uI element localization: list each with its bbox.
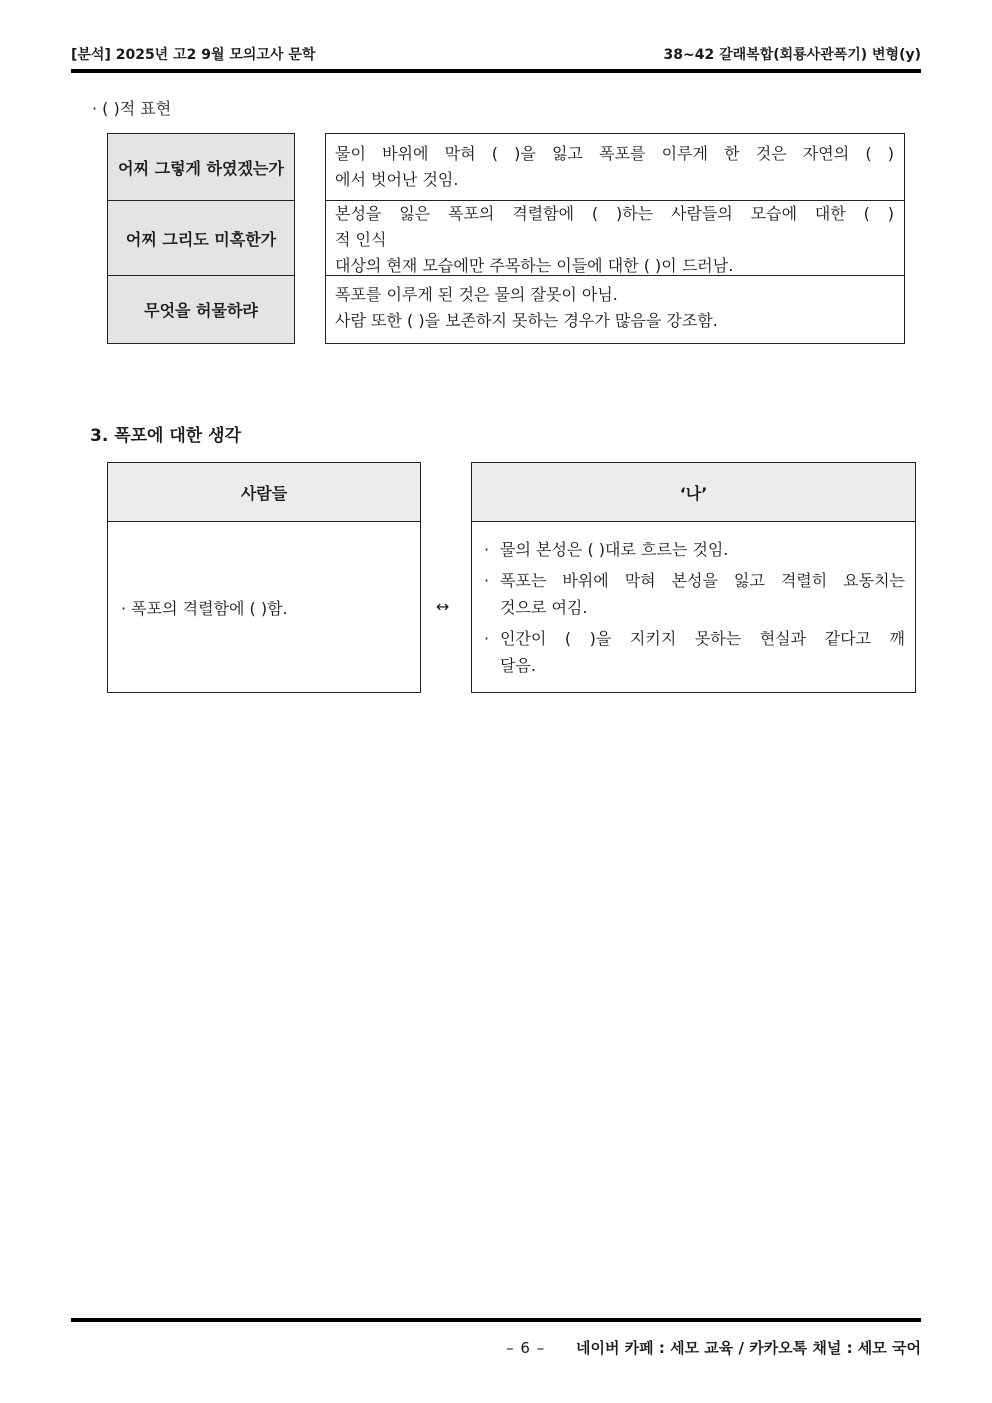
- section-bullet-heading: · ( )적 표현: [92, 99, 172, 118]
- row-1-line-1: 물이 바위에 막혀 ( )을 잃고 폭포를 이루게 한 것은 자연의 ( ): [335, 144, 894, 163]
- row-label-2: 어찌 그리도 미혹한가: [125, 229, 277, 249]
- bullet-dot: ·: [484, 571, 490, 590]
- header-right-title: 38~42 갈래복합(회룡사관폭기) 변형(y): [663, 47, 921, 63]
- section-3-title: 3. 폭포에 대한 생각: [90, 426, 241, 446]
- list-item-line: 폭포는 바위에 막혀 본성을 잃고 격렬히 요동치는: [500, 571, 905, 590]
- table-row-content: [325, 200, 905, 276]
- table-row-content: [325, 133, 905, 201]
- row-label-1: 어찌 그렇게 하였겠는가: [118, 158, 284, 178]
- left-box-header: [107, 462, 421, 522]
- right-box-header-text: ‘나’: [679, 483, 708, 503]
- bullet-dot: ·: [484, 629, 490, 648]
- row-2-line-2: 적 인식: [335, 230, 387, 249]
- table-row-label: [107, 133, 295, 201]
- row-label-3: 무엇을 허물하랴: [144, 301, 258, 320]
- list-item-line: 것으로 여김.: [500, 598, 588, 617]
- right-box-header: [471, 462, 916, 522]
- table-row-content: [325, 275, 905, 344]
- row-1-line-2: 에서 벗어난 것임.: [335, 170, 459, 189]
- list-item: [484, 536, 905, 563]
- footer-info: 네이버 카페 : 세모 교육 / 카카오톡 채널 : 세모 국어: [575, 1339, 921, 1357]
- left-right-arrow-icon: ↔: [436, 597, 450, 616]
- table-row-label: [107, 200, 295, 276]
- left-box-body-text: · 폭포의 격렬함에 ( )함.: [121, 598, 288, 618]
- bullet-dot: ·: [484, 540, 490, 559]
- page-header: [71, 44, 921, 64]
- list-item-line: 인간이 ( )을 지키지 못하는 현실과 같다고 깨: [500, 629, 905, 648]
- header-rule: [71, 69, 921, 73]
- list-item: [484, 625, 905, 679]
- row-3-line-1: 폭포를 이루게 된 것은 물의 잘못이 아님.: [335, 285, 618, 304]
- row-3-line-2: 사람 또한 ( )을 보존하지 못하는 경우가 많음을 강조함.: [335, 311, 718, 330]
- page-number: – 6 –: [506, 1339, 546, 1357]
- footer-rule: [71, 1318, 921, 1322]
- table-row-label: [107, 275, 295, 344]
- list-item-line: 달음.: [500, 656, 536, 675]
- left-box-header-text: 사람들: [240, 483, 288, 503]
- list-item-line: 물의 본성은 ( )대로 흐르는 것임.: [500, 540, 729, 559]
- list-item: [484, 567, 905, 621]
- row-2-line-1: 본성을 잃은 폭포의 격렬함에 ( )하는 사람들의 모습에 대한 ( ): [335, 204, 894, 223]
- left-box-body: [107, 521, 421, 693]
- row-2-line-3: 대상의 현재 모습에만 주목하는 이들에 대한 ( )이 드러남.: [335, 256, 734, 275]
- header-left-title: [분석] 2025년 고2 9월 모의고사 문학: [71, 47, 316, 63]
- right-box-body: [471, 521, 916, 693]
- page-footer: [506, 1337, 921, 1358]
